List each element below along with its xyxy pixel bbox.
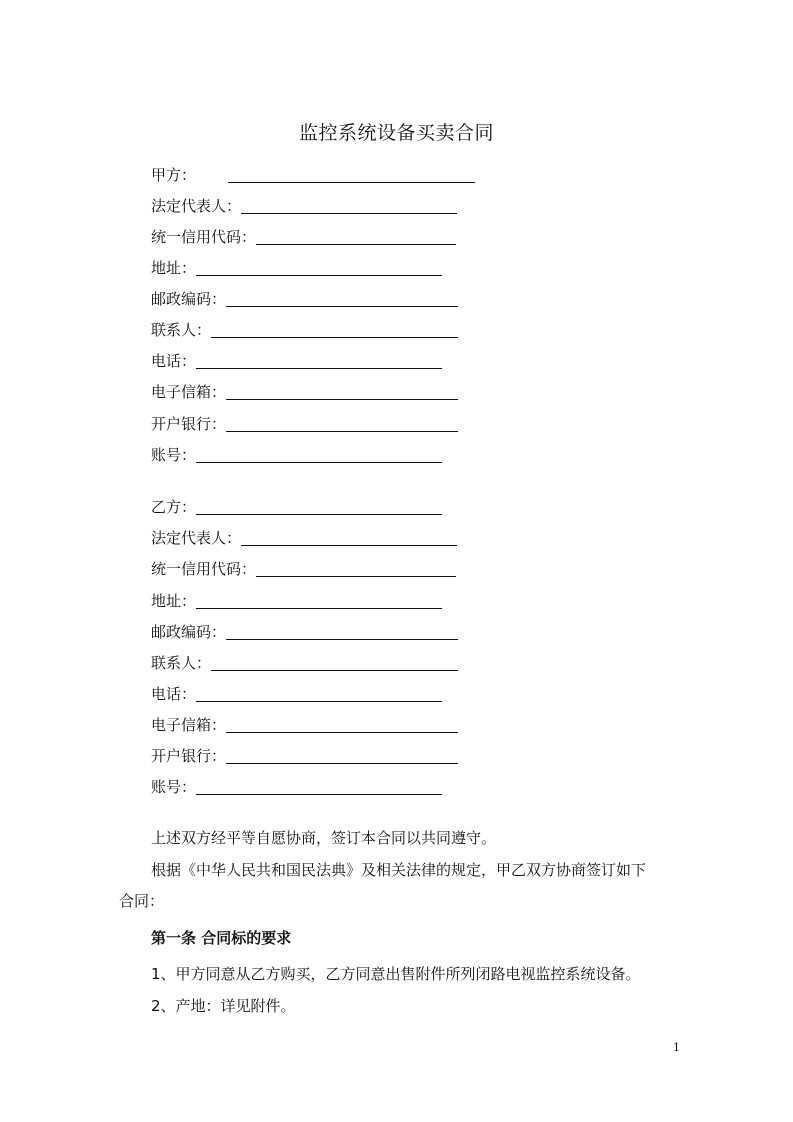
party-b-label: 乙方： bbox=[151, 498, 197, 516]
party-a-label: 甲方： bbox=[151, 166, 197, 184]
party-a-address-blank bbox=[196, 275, 442, 276]
party-a-email-label: 电子信箱： bbox=[151, 383, 227, 401]
party-a-postal-field bbox=[151, 285, 458, 309]
party-a-postal-blank bbox=[226, 306, 458, 307]
party-b-phone-label: 电话： bbox=[151, 685, 197, 703]
party-a-email-blank bbox=[226, 399, 458, 400]
party-b-rep-field bbox=[151, 524, 457, 548]
party-b-contact-field bbox=[151, 649, 458, 673]
party-b-postal-blank bbox=[226, 639, 458, 640]
party-b-email-blank bbox=[226, 732, 458, 733]
party-b-postal-field bbox=[151, 618, 458, 642]
party-b-email-label: 电子信箱： bbox=[151, 716, 227, 734]
party-a-credit-code-blank bbox=[256, 244, 456, 245]
party-b-address-field bbox=[151, 587, 442, 611]
party-a-rep-blank bbox=[241, 213, 457, 214]
party-a-field bbox=[151, 161, 475, 185]
party-a-phone-field bbox=[151, 347, 442, 371]
party-a-account-label: 账号： bbox=[151, 446, 197, 464]
party-b-postal-label: 邮政编码： bbox=[151, 623, 227, 641]
legal-basis-paragraph-line1: 根据《中华人民共和国民法典》及相关法律的规定，甲乙双方协商签订如下 bbox=[151, 861, 647, 879]
party-b-credit-code-field bbox=[151, 555, 456, 579]
party-b-account-blank bbox=[196, 794, 442, 795]
party-a-phone-label: 电话： bbox=[151, 352, 197, 370]
party-b-contact-blank bbox=[211, 670, 458, 671]
party-b-address-label: 地址： bbox=[151, 592, 197, 610]
article-1-item-2: 2、产地：详见附件。 bbox=[151, 997, 296, 1015]
party-b-phone-field bbox=[151, 680, 442, 704]
party-b-phone-blank bbox=[196, 701, 442, 702]
party-a-email-field bbox=[151, 378, 458, 402]
article-1-item-1: 1、甲方同意从乙方购买，乙方同意出售附件所列闭路电视监控系统设备。 bbox=[151, 965, 641, 983]
party-a-bank-label: 开户银行： bbox=[151, 415, 227, 433]
party-b-contact-label: 联系人： bbox=[151, 654, 212, 672]
party-a-account-blank bbox=[196, 462, 442, 463]
legal-basis-paragraph-line2: 合同： bbox=[119, 892, 165, 910]
party-b-credit-code-label: 统一信用代码： bbox=[151, 560, 257, 578]
agreement-paragraph: 上述双方经平等自愿协商，签订本合同以共同遵守。 bbox=[151, 829, 497, 847]
party-a-contact-blank bbox=[211, 337, 458, 338]
party-b-bank-field bbox=[151, 742, 458, 766]
party-b-bank-blank bbox=[226, 763, 458, 764]
party-b-rep-label: 法定代表人： bbox=[151, 529, 242, 547]
party-b-blank bbox=[196, 514, 442, 515]
party-a-blank bbox=[228, 182, 475, 183]
party-a-account-field bbox=[151, 441, 442, 465]
page-number: 1 bbox=[673, 1041, 680, 1054]
party-b-account-field bbox=[151, 773, 442, 797]
party-a-bank-field bbox=[151, 410, 458, 434]
party-a-phone-blank bbox=[196, 368, 442, 369]
document-title: 监控系统设备买卖合同 bbox=[298, 122, 494, 144]
party-b-field bbox=[151, 493, 442, 517]
party-a-contact-label: 联系人： bbox=[151, 321, 212, 339]
party-b-account-label: 账号： bbox=[151, 778, 197, 796]
party-a-bank-blank bbox=[226, 431, 458, 432]
party-a-credit-code-label: 统一信用代码： bbox=[151, 228, 257, 246]
party-a-contact-field bbox=[151, 316, 458, 340]
article-1-heading: 第一条 合同标的要求 bbox=[151, 929, 292, 947]
party-a-rep-field bbox=[151, 192, 457, 216]
party-b-bank-label: 开户银行： bbox=[151, 747, 227, 765]
party-a-credit-code-field bbox=[151, 223, 456, 247]
party-a-rep-label: 法定代表人： bbox=[151, 197, 242, 215]
party-b-email-field bbox=[151, 711, 458, 735]
party-b-address-blank bbox=[196, 608, 442, 609]
party-a-postal-label: 邮政编码： bbox=[151, 290, 227, 308]
party-a-address-field bbox=[151, 254, 442, 278]
party-b-rep-blank bbox=[241, 545, 457, 546]
party-b-credit-code-blank bbox=[256, 576, 456, 577]
party-a-address-label: 地址： bbox=[151, 259, 197, 277]
